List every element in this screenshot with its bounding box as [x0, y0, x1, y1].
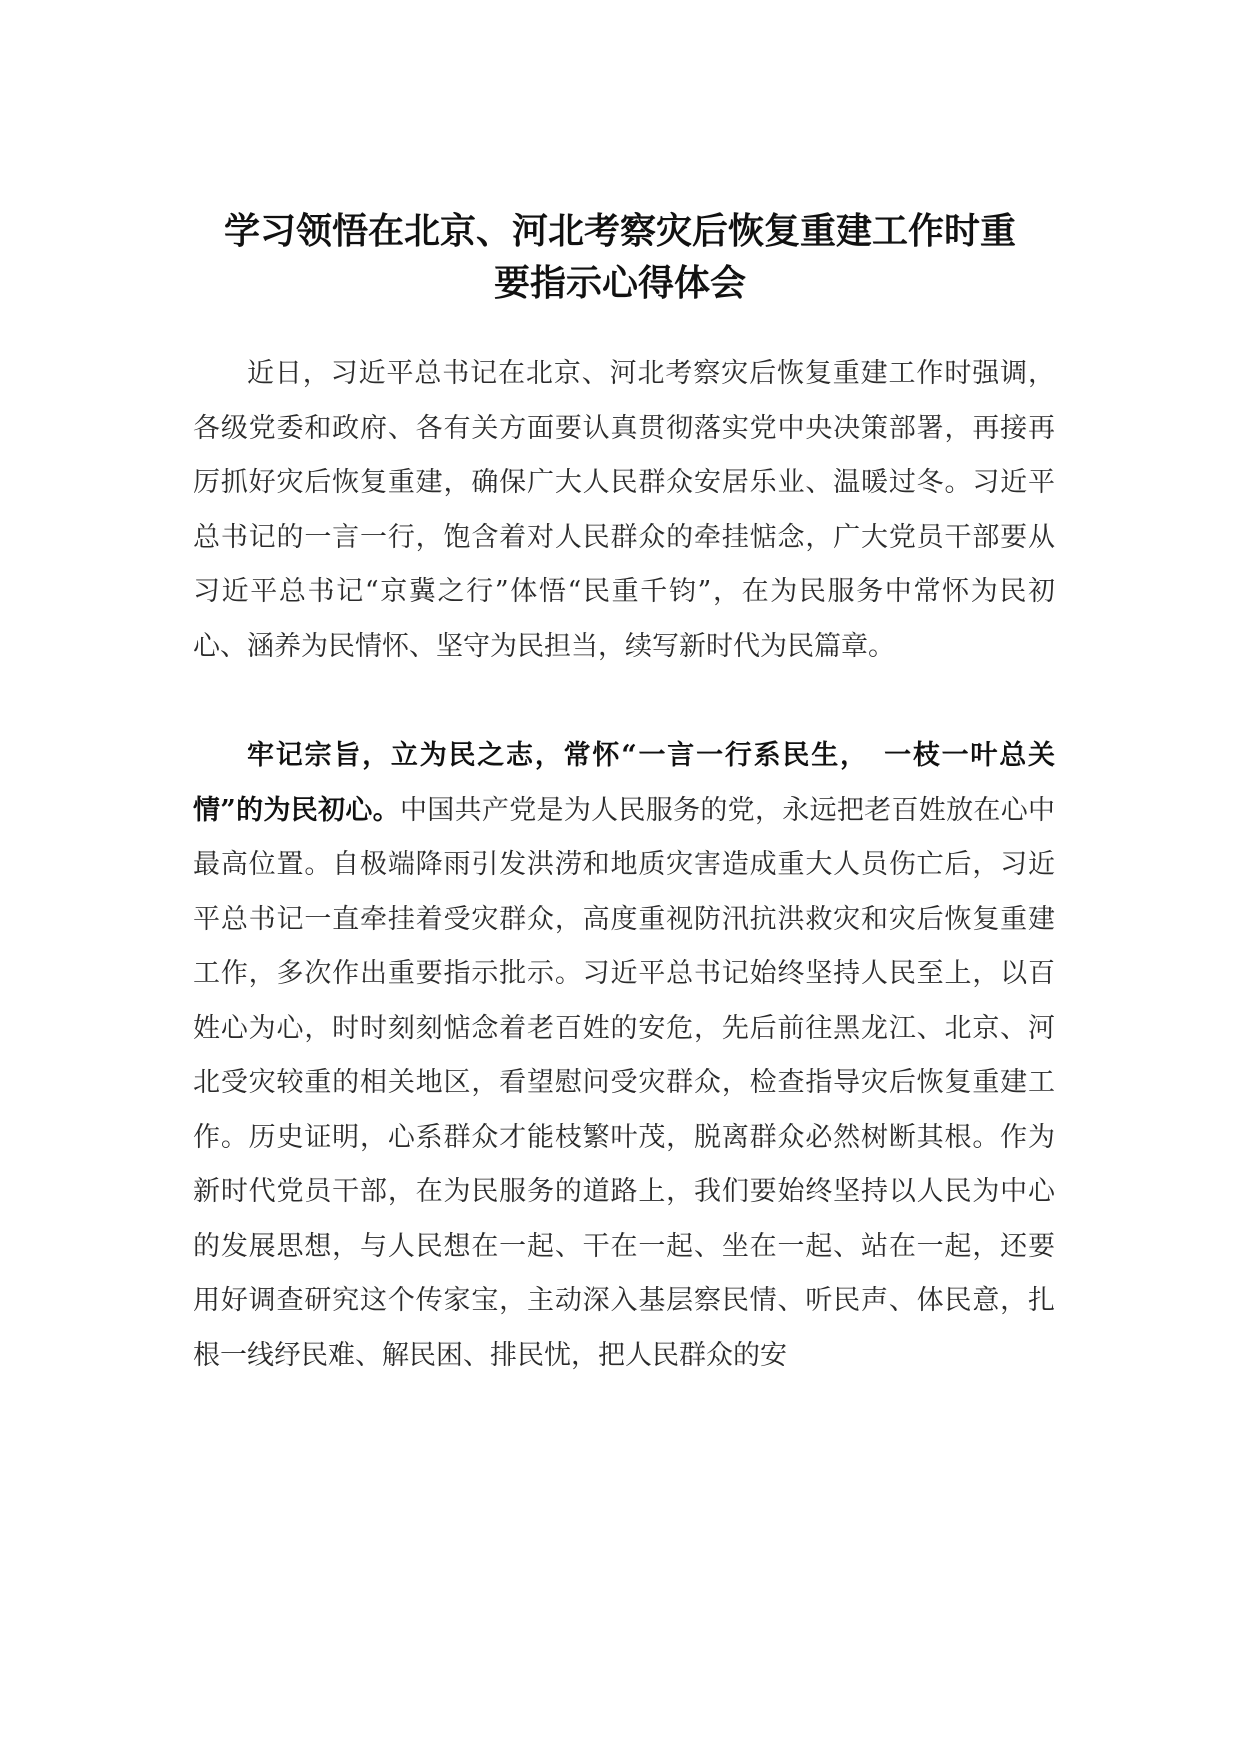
- title-line-2: 要指示心得体会: [493, 263, 746, 304]
- document-body: [193, 347, 1055, 1383]
- section-heading-lead: 牢记宗旨，立为民之志，常怀“一言一行系民生， 一枝一叶总关情”的为民初心。: [193, 740, 1055, 826]
- document-title: [190, 206, 1050, 310]
- paragraph-section-1: [193, 729, 1055, 1383]
- section-body-text: 中国共产党是为人民服务的党，永远把老百姓放在心中最高位置。自极端降雨引发洪涝和地质灾害造成重大人员伤亡后，习近平总书记一直牵挂着受灾群众，高度重视防汛抗洪救灾和灾后恢复重建工作，多次作出重要指示批示。习近平总书记始终坚持人民至上，以百姓心为心，时时刻刻惦念着老百姓的安危，先后前往黑龙江、北京、河北受灾较重的相关地区，看望慰问受灾群众，检查指导灾后恢复重建工作。历史证明，心系群众才能枝繁叶茂，脱离群众必然树断其根。作为新时代党员干部，在为民服务的道路上，我们要始终坚持以人民为中心的发展思想，与人民想在一起、干在一起、坐在一起、站在一起，还要用好调查研究这个传家宝，主动深入基层察民情、听民声、体民意，扎根一线纾民难、解民困、排民忧，把人民群众的安: [193, 794, 1056, 1371]
- title-line-1: 学习领悟在北京、河北考察灾后恢复重建工作时重: [223, 211, 1016, 252]
- paragraph-intro: 近日，习近平总书记在北京、河北考察灾后恢复重建工作时强调，各级党委和政府、各有关方面要认真贯彻落实党中央决策部署，再接再厉抓好灾后恢复重建，确保广大人民群众安居乐业、温暖过冬。习近平总书记的一言一行，饱含着对人民群众的牵挂惦念，广大党员干部要从习近平总书记“京冀之行”体悟“民重千钧”，在为民服务中常怀为民初心、涵养为民情怀、坚守为民担当，续写新时代为民篇章。: [193, 358, 1055, 662]
